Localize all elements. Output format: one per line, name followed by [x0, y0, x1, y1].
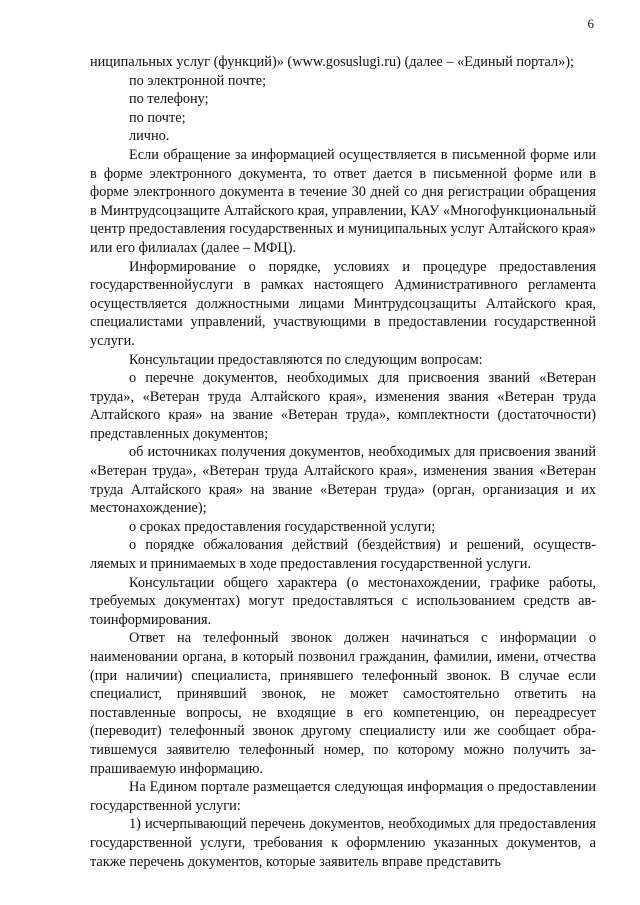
list-item-email: по электронной почте;	[129, 72, 267, 89]
paragraph-phone-calls: Ответ на телефонный звонок должен начинаться с информации о наименовании органа, в который позвонил гражданин, фамилии, имени, отчества (при наличии) специалиста, принявшего телефонный звонок. В случае если специалист, принявший звонок, не может самостоятельно ответить на поставленные вопросы, не входящие в его компетенцию, он переадресует (переводит) телефонный звонок другому специалисту или же сообщает обратившемуся заявителю телефонный номер, по которому можно получить запрашиваемую информацию.	[90, 630, 596, 777]
list-item-document-list: о перечне документов, необходимых для присвоения званий «Ветеран труда», «Ветеран труда Алтайского края», изменения звания «Ветеран труда Алтайского края» на звание «Ветеран труда», комплектности (достаточности) представленных документов;	[90, 370, 596, 442]
list-item-deadlines: о сроках предоставления государственной услуги;	[129, 518, 436, 535]
document-body	[90, 53, 596, 871]
list-item-mail: по почте;	[129, 109, 186, 126]
paragraph-portal-info: На Едином портале размещается следующая информация о предоставлении государственной услуги:	[90, 779, 596, 814]
list-item-portal-documents: 1) исчерпывающий перечень документов, необходимых для предоставления государственной услуги, требования к оформлению указанных документов, а также перечень документов, которые заявитель вправе представить	[90, 816, 596, 870]
paragraph-written-requests: Если обращение за информацией осуществляется в письменной форме или в форме электронного документа, то ответ дается в письменной форме или в форме электронного документа в течение 30 дней со дня регистрации обращения в Минтрудсоцзащите Алтайского края, управлении, КАУ «Многофункциональный центр предоставления государственных и муниципальных услуг Алтайского края» или его филиалах (далее – МФЦ).	[90, 146, 596, 256]
list-item-appeals: о порядке обжалования действий (бездействия) и решений, осуществляемых и принимаемых в ходе предоставления государственной услуги.	[90, 537, 596, 573]
page-number: 6	[587, 16, 594, 31]
paragraph-continuation: ниципальных услуг (функций)» (www.gosuslugi.ru) (далее – «Единый портал»);	[90, 54, 575, 70]
paragraph-consultations-intro: Консультации предоставляются по следующим вопросам:	[129, 351, 483, 368]
list-item-phone: по телефону;	[129, 91, 209, 108]
list-item-in-person: лично.	[129, 128, 170, 145]
list-item-document-sources: об источниках получения документов, необходимых для присвоения званий «Ветеран труда», «Ветеран труда Алтайского края», изменения звания «Ветеран труда Алтайского края» на звание «Ветеран труда» (орган, организация и их местонахождение);	[90, 444, 596, 517]
paragraph-informing: Информирование о порядке, условиях и процедуре предоставления государственнойуслуги в рамках настоящего Административного регламента осуществляется должностными лицами Минтрудсоцзащиты Алтайского края, специалистами управлений, участвующими в предоставлении государственной услуги.	[90, 258, 596, 349]
paragraph-general-consultations: Консультации общего характера (о местонахождении, графике работы, требуемых документах) могут предоставляться с использованием средств автоинформирования.	[90, 574, 596, 628]
